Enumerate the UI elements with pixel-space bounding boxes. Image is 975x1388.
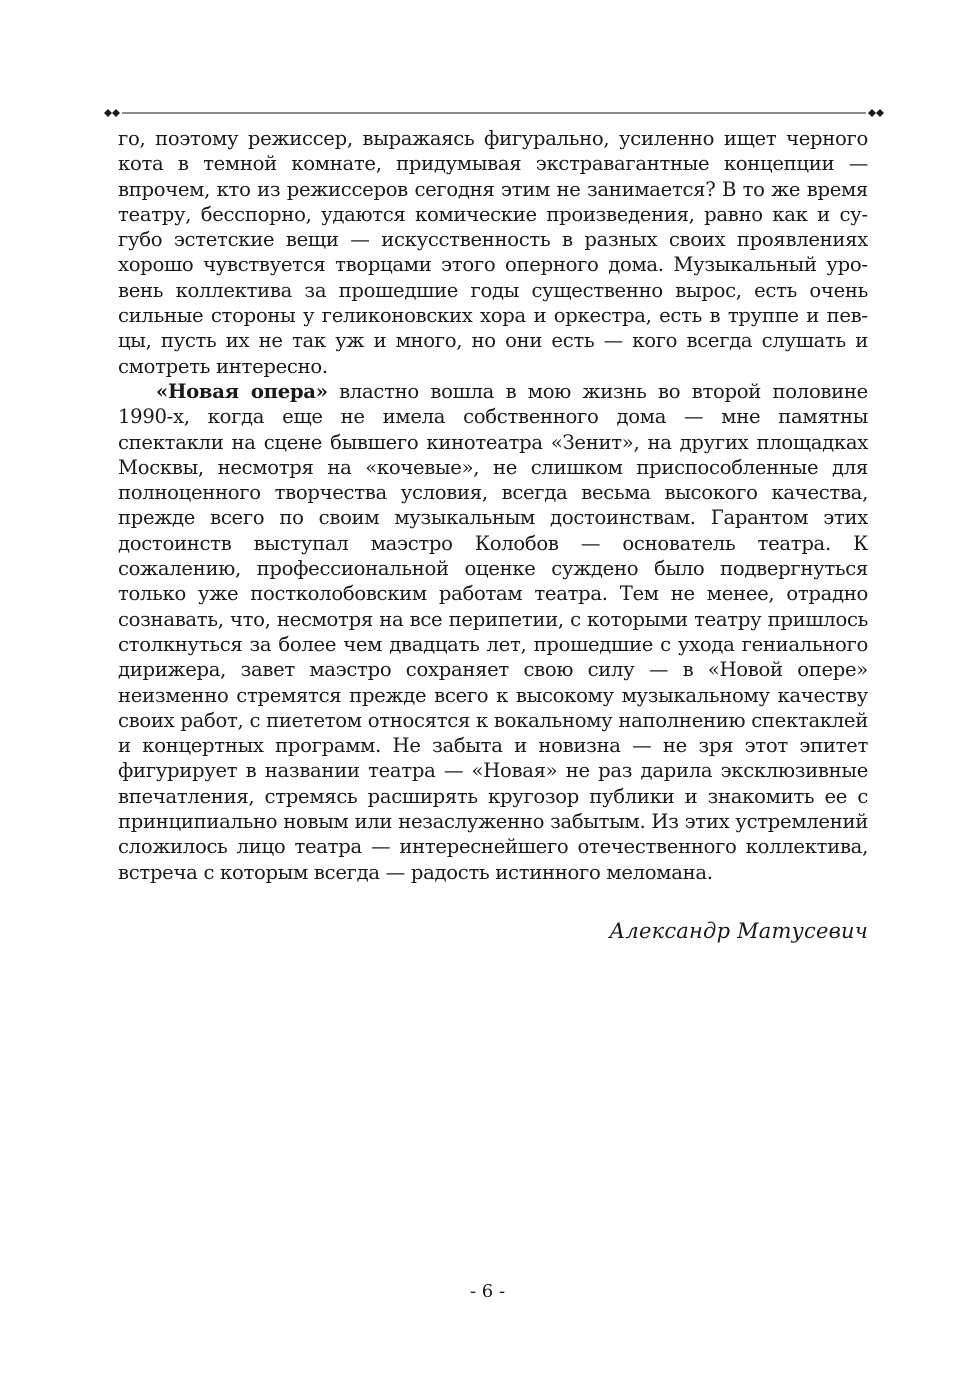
header-ornament-rule	[104, 107, 884, 119]
paragraph-novaya-opera	[118, 379, 868, 885]
author-signature: Александр Матусевич	[609, 919, 868, 943]
article-body	[118, 126, 868, 885]
diamond-rule-icon	[104, 107, 884, 119]
paragraph-continuation: го, поэтому режиссер, выражаясь фигурально, усиленно ищет черного кота в темной комнате, придумывая экстравагантные концепции — впрочем, кто из режиссеров сегодня этим не занимается? В то же время театру, бесспорно, удаются комические произведения, равно как и сугубо эстетские вещи — искусственность в разных своих проявлениях хорошо чувствуется творцами этого оперного дома. Музыкальный уровень коллектива за прошедшие годы существенно вырос, есть очень сильные стороны у геликоновских хора и оркестра, есть в труппе и певцы, пусть их не так уж и много, но они есть — кого всегда слушать и смотреть интересно.	[118, 127, 868, 378]
paragraph-text: властно вошла в мою жизнь во второй половине 1990-х, когда еще не имела собственного дома — мне памятны спектакли на сцене бывшего кинотеатра «Зенит», на других площадках Москвы, несмотря на «кочевые», не слишком приспособленные для полноценного творчества условия, всегда весьма высокого качества, прежде всего по своим музыкальным достоинствам. Гарантом этих достоинств выступал маэстро Колобов — основатель театра. К сожалению, профессиональной оценке суждено было подвергнуться только уже постколобовским работам театра. Тем не менее, отрадно сознавать, что, несмотря на все перипетии, с которыми театру пришлось столкнуться за более чем двадцать лет, прошедшие с ухода гениального дирижера, завет маэстро сохраняет свою силу — в «Новой опере» неизменно стремятся прежде всего к высокому музыкальному качеству своих работ, с пиететом относятся к вокальному наполнению спектаклей и концертных программ. Не забыта и новизна — не зря этот эпитет фигурирует в названии театра — «Новая» не раз дарила эксклюзивные впечатления, стремясь расширять кругозор публики и знакомить ее с принципиально новым или незаслуженно забытым. Из этих устремлений сложилось лицо театра — интереснейшего отечественного коллектива, встреча с которым всегда — радость истинного меломана.	[118, 379, 868, 884]
paragraph-lead-bold: «Новая опера»	[156, 379, 328, 403]
page-number: - 6 -	[469, 1281, 506, 1302]
